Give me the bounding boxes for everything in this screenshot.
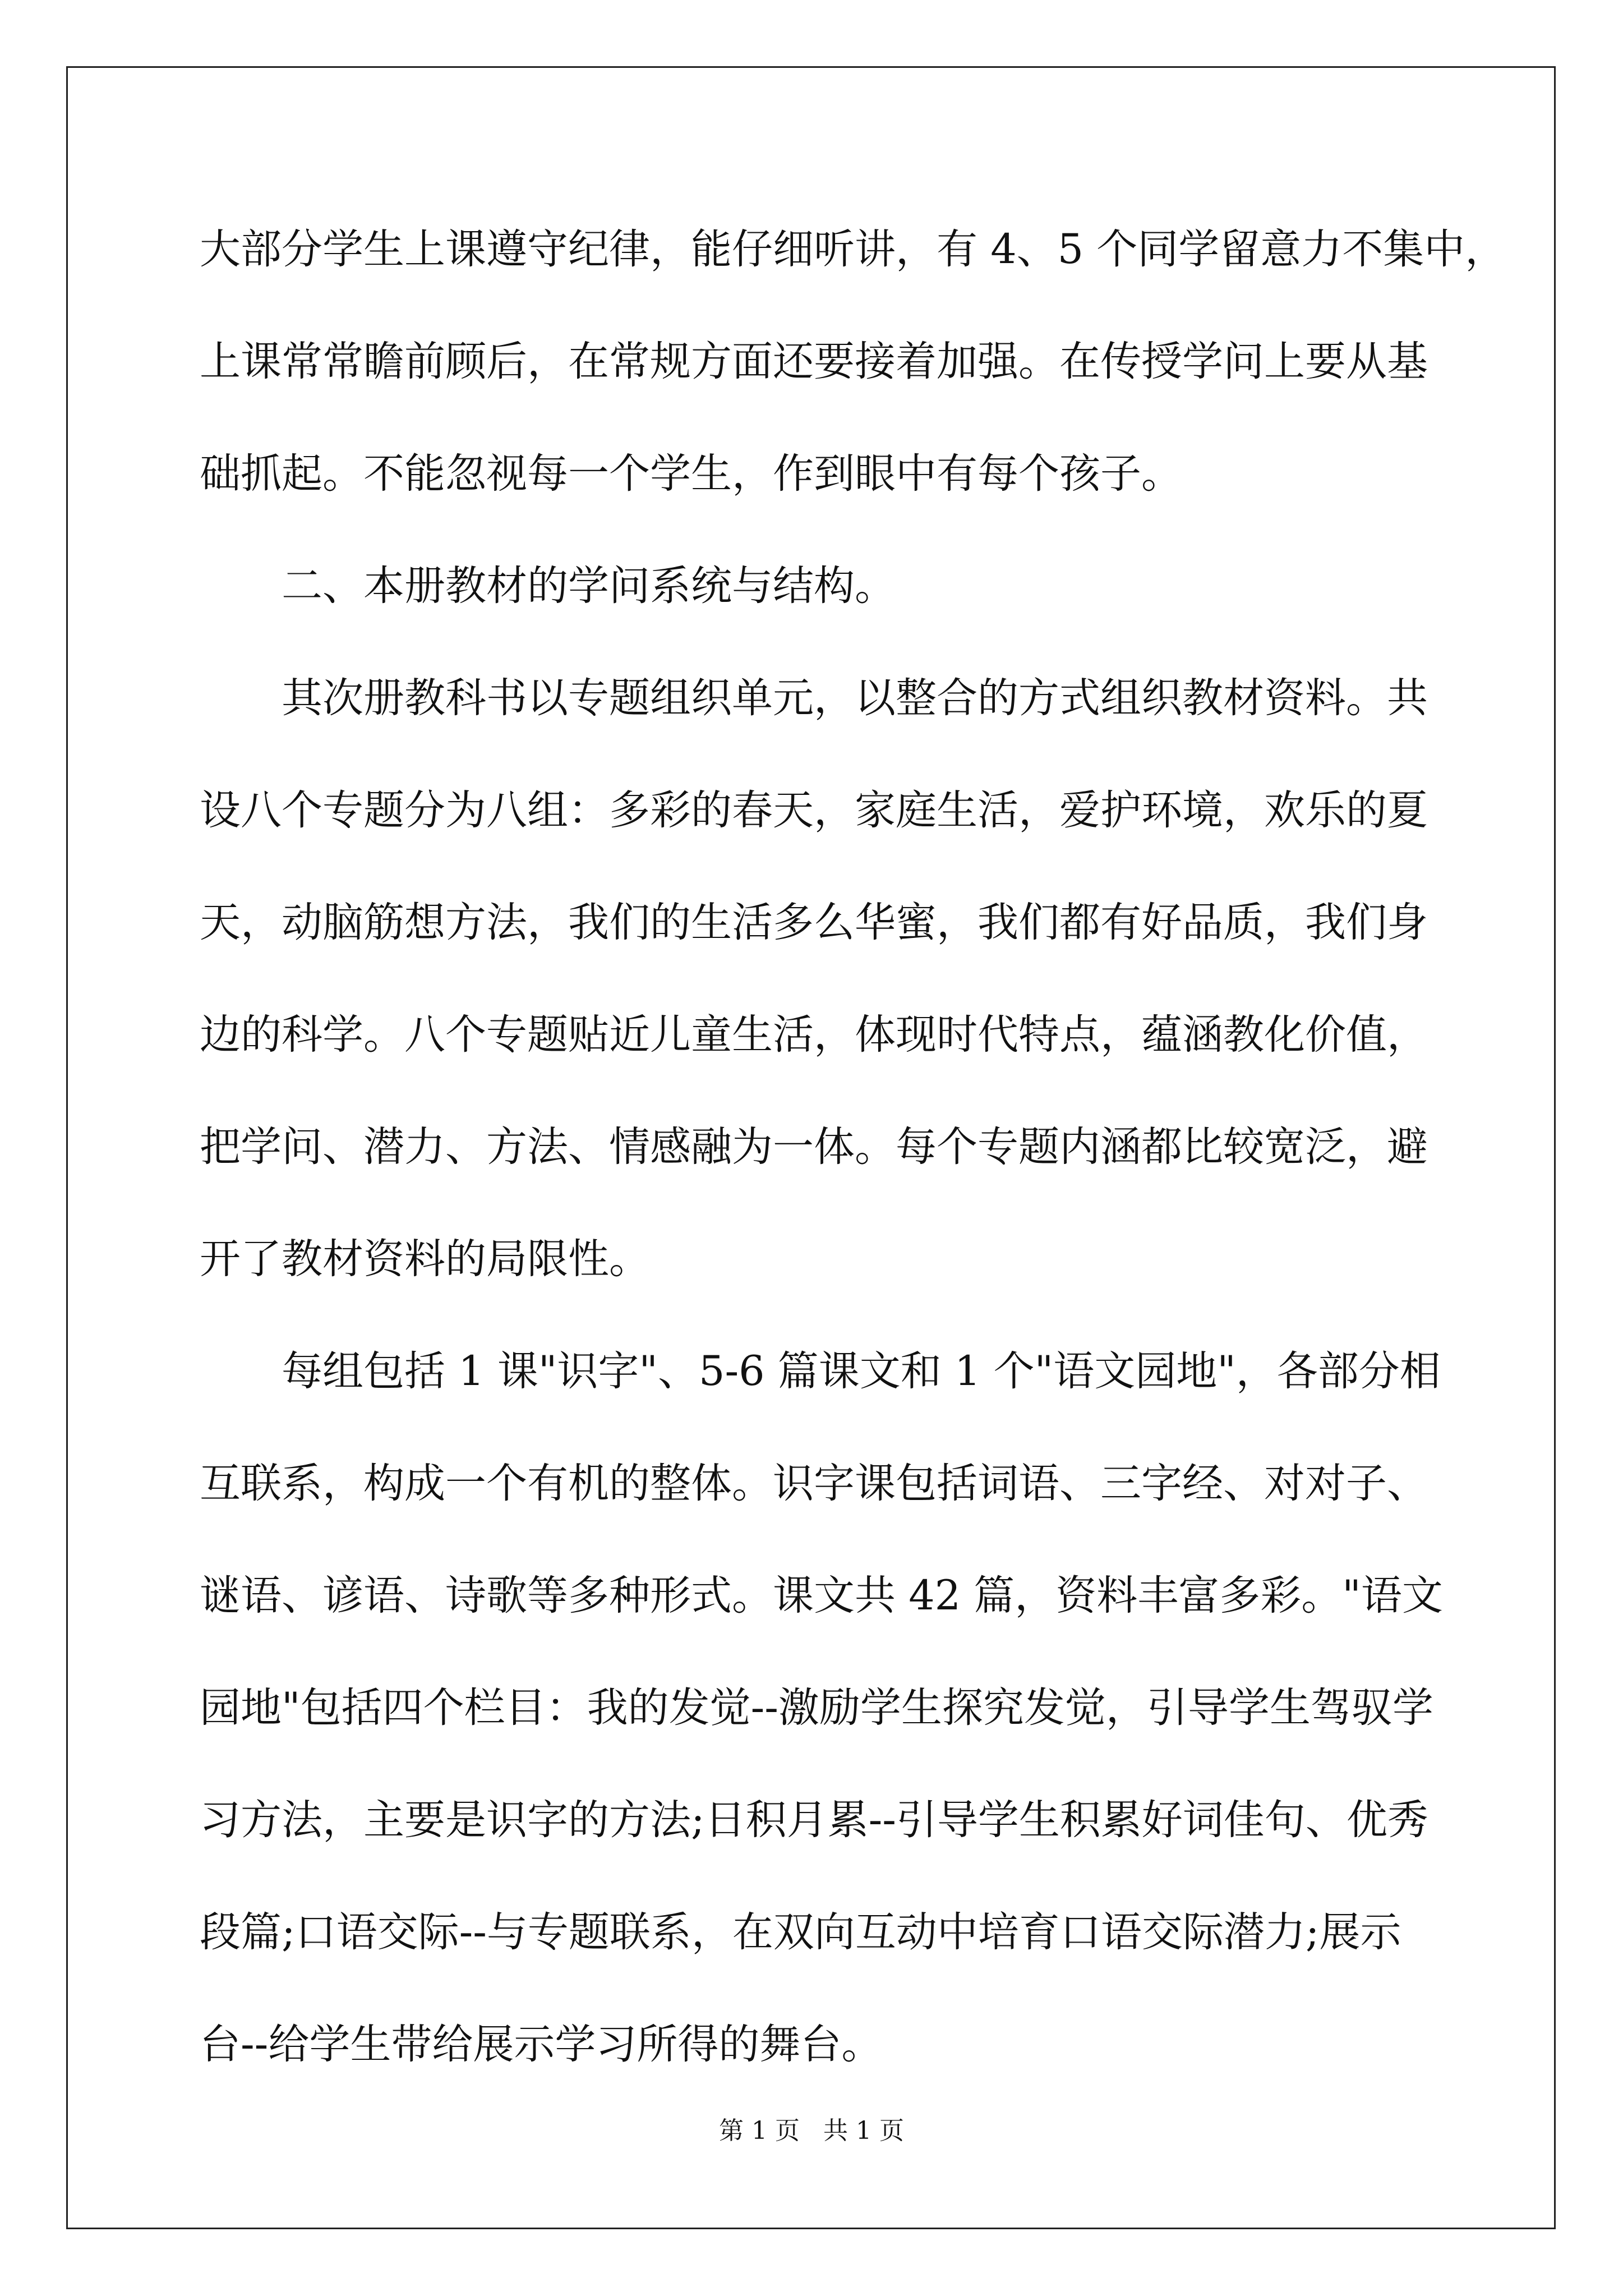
text-line: 段篇;口语交际--与专题联系，在双向互动中培育口语交际潜力;展示: [200, 1908, 1401, 1956]
section-heading: 二、本册教材的学问系统与结构。: [282, 562, 896, 610]
text-line: 互联系，构成一个有机的整体。识字课包括词语、三字经、对对子、: [200, 1460, 1428, 1507]
text-line: 大部分学生上课遵守纪律，能仔细听讲，有 4、5 个同学留意力不集中，: [200, 226, 1506, 273]
text-line: 础抓起。不能忽视每一个学生，作到眼中有每个孩子。: [200, 450, 1182, 498]
text-line: 台--给学生带给展示学习所得的舞台。: [200, 2021, 883, 2068]
text-line: 把学问、潜力、方法、情感融为一体。每个专题内涵都比较宽泛，避: [200, 1123, 1428, 1171]
text-line: 其次册教科书以专题组织单元，以整合的方式组织教材资料。共: [282, 674, 1428, 722]
text-line: 开了教材资料的局限性。: [200, 1235, 650, 1283]
text-line: 上课常常瞻前顾后，在常规方面还要接着加强。在传授学问上要从基: [200, 338, 1428, 385]
text-line: 设八个专题分为八组：多彩的春天，家庭生活，爱护环境，欢乐的夏: [200, 786, 1428, 834]
section-heading-paragraph: [200, 530, 1456, 642]
text-line: 谜语、谚语、诗歌等多种形式。课文共 42 篇，资料丰富多彩。"语文: [200, 1572, 1443, 1619]
text-line: 习方法，主要是识字的方法;日积月累--引导学生积累好词佳句、优秀: [200, 1796, 1428, 1844]
paragraph-3: [200, 642, 1456, 1315]
paragraph-1: [200, 194, 1506, 530]
text-line: 园地"包括四个栏目：我的发觉--激励学生探究发觉，引导学生驾驭学: [200, 1684, 1433, 1732]
text-line: 每组包括 1 课"识字"、5-6 篇课文和 1 个"语文园地"，各部分相: [282, 1347, 1441, 1395]
page-number-footer: 第 1 页 共 1 页: [719, 2116, 904, 2145]
text-line: 边的科学。八个专题贴近儿童生活，体现时代特点，蕴涵教化价值，: [200, 1011, 1428, 1059]
text-line: 天，动脑筋想方法，我们的生活多么华蜜，我们都有好品质，我们身: [200, 899, 1428, 946]
document-body: [200, 194, 1506, 2101]
paragraph-4: [200, 1315, 1456, 2101]
